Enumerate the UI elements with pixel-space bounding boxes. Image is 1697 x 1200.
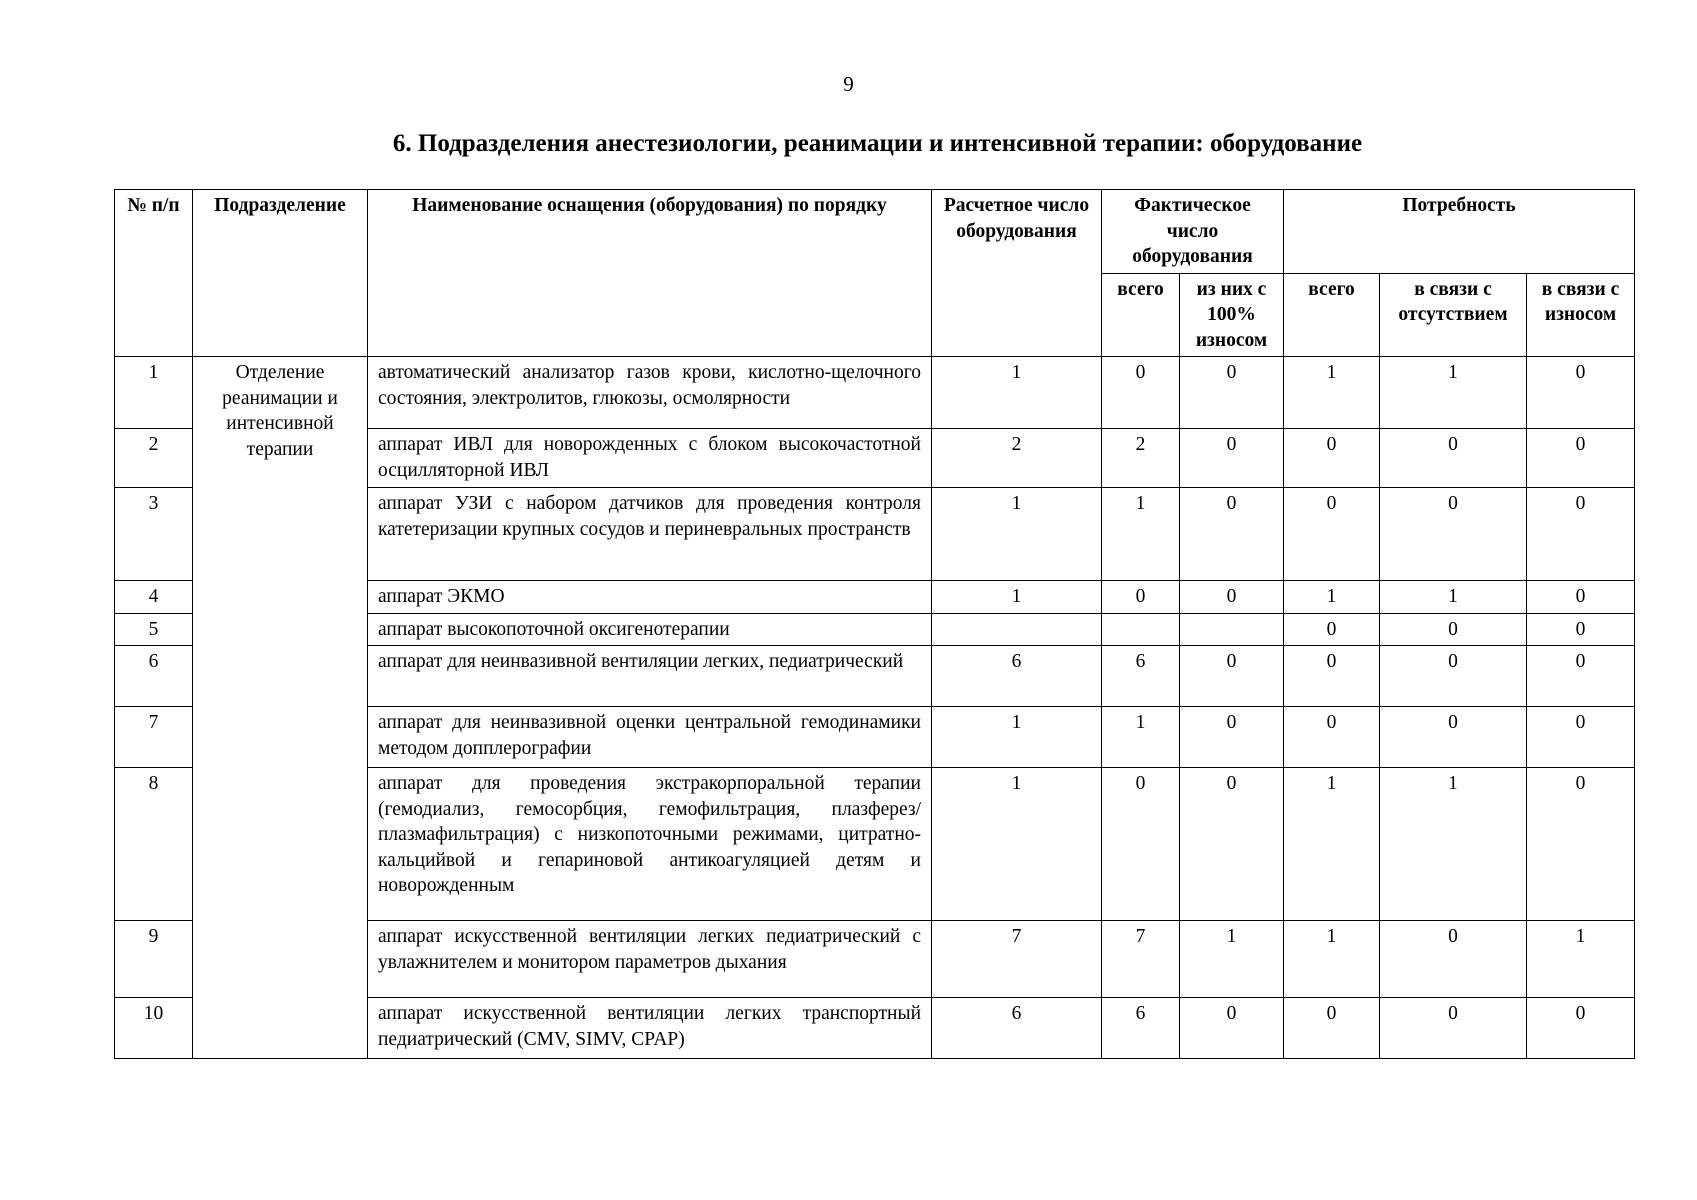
need-worn: 1 bbox=[1527, 921, 1635, 998]
equipment-name: аппарат УЗИ с набором датчиков для проведения контроля катетеризации крупных сосудов и периневральных пространств bbox=[368, 488, 932, 581]
actual-total: 1 bbox=[1102, 707, 1180, 768]
equipment-name: аппарат искусственной вентиляции легких педиатрический с увлажнителем и монитором параметров дыхания bbox=[368, 921, 932, 998]
need-absent: 0 bbox=[1380, 613, 1527, 646]
equipment-table bbox=[114, 189, 1635, 1059]
equipment-name: аппарат для неинвазивной оценки центральной гемодинамики методом допплерографии bbox=[368, 707, 932, 768]
page-title: 6. Подразделения анестезиологии, реанимации и интенсивной терапии: оборудование bbox=[392, 130, 1363, 157]
actual-worn: 0 bbox=[1180, 581, 1284, 614]
need-worn: 0 bbox=[1527, 707, 1635, 768]
actual-worn: 0 bbox=[1180, 429, 1284, 488]
need-absent: 0 bbox=[1380, 646, 1527, 707]
equipment-name: аппарат для проведения экстракорпоральной терапии (гемодиализ, гемосорбция, гемофильтрация, плазферез/плазмафильтрация) с низкопоточными режимами, цитратно-кальцийвой и гепариновой антикоагуляцией детям и новорожденным bbox=[368, 768, 932, 921]
actual-worn: 0 bbox=[1180, 357, 1284, 429]
equipment-name: аппарат ИВЛ для новорожденных с блоком высокочастотной осцилляторной ИВЛ bbox=[368, 429, 932, 488]
page-number: 9 bbox=[843, 72, 854, 96]
header-need-absent: в связи с отсутствием bbox=[1380, 273, 1527, 357]
table-row bbox=[115, 357, 1635, 429]
actual-worn: 0 bbox=[1180, 998, 1284, 1059]
actual-worn: 0 bbox=[1180, 707, 1284, 768]
need-total: 0 bbox=[1284, 707, 1380, 768]
actual-total: 0 bbox=[1102, 357, 1180, 429]
actual-total: 6 bbox=[1102, 646, 1180, 707]
need-absent: 0 bbox=[1380, 921, 1527, 998]
actual-total: 7 bbox=[1102, 921, 1180, 998]
calculated-count: 7 bbox=[932, 921, 1102, 998]
actual-worn: 1 bbox=[1180, 921, 1284, 998]
row-number: 4 bbox=[115, 581, 193, 614]
equipment-name: автоматический анализатор газов крови, кислотно-щелочного состояния, электролитов, глюкозы, осмолярности bbox=[368, 357, 932, 429]
calculated-count: 1 bbox=[932, 768, 1102, 921]
row-number: 1 bbox=[115, 357, 193, 429]
need-absent: 0 bbox=[1380, 707, 1527, 768]
need-total: 0 bbox=[1284, 998, 1380, 1059]
header-department: Подразделение bbox=[193, 190, 368, 357]
equipment-name: аппарат высокопоточной оксигенотерапии bbox=[368, 613, 932, 646]
calculated-count: 1 bbox=[932, 707, 1102, 768]
need-worn: 0 bbox=[1527, 581, 1635, 614]
actual-total: 2 bbox=[1102, 429, 1180, 488]
actual-worn bbox=[1180, 613, 1284, 646]
header-actual-worn: из них с 100% износом bbox=[1180, 273, 1284, 357]
calculated-count: 2 bbox=[932, 429, 1102, 488]
need-worn: 0 bbox=[1527, 768, 1635, 921]
need-total: 1 bbox=[1284, 921, 1380, 998]
row-number: 8 bbox=[115, 768, 193, 921]
calculated-count: 1 bbox=[932, 581, 1102, 614]
need-worn: 0 bbox=[1527, 646, 1635, 707]
header-need: Потребность bbox=[1284, 190, 1635, 274]
need-worn: 0 bbox=[1527, 613, 1635, 646]
need-absent: 1 bbox=[1380, 357, 1527, 429]
need-total: 0 bbox=[1284, 613, 1380, 646]
need-absent: 1 bbox=[1380, 768, 1527, 921]
header-calculated-count: Расчетное число оборудования bbox=[932, 190, 1102, 357]
actual-total bbox=[1102, 613, 1180, 646]
actual-total: 0 bbox=[1102, 768, 1180, 921]
row-number: 9 bbox=[115, 921, 193, 998]
need-total: 0 bbox=[1284, 646, 1380, 707]
header-equipment-name: Наименование оснащения (оборудования) по порядку bbox=[368, 190, 932, 357]
need-absent: 0 bbox=[1380, 488, 1527, 581]
row-number: 3 bbox=[115, 488, 193, 581]
header-actual-count: Фактическое число оборудования bbox=[1102, 190, 1284, 274]
need-worn: 0 bbox=[1527, 488, 1635, 581]
actual-total: 0 bbox=[1102, 581, 1180, 614]
need-total: 0 bbox=[1284, 488, 1380, 581]
calculated-count bbox=[932, 613, 1102, 646]
row-number: 7 bbox=[115, 707, 193, 768]
need-total: 1 bbox=[1284, 581, 1380, 614]
actual-total: 6 bbox=[1102, 998, 1180, 1059]
header-number: № п/п bbox=[115, 190, 193, 357]
actual-worn: 0 bbox=[1180, 768, 1284, 921]
actual-total: 1 bbox=[1102, 488, 1180, 581]
equipment-name: аппарат искусственной вентиляции легких транспортный педиатрический (CMV, SIMV, CPAP) bbox=[368, 998, 932, 1059]
need-worn: 0 bbox=[1527, 357, 1635, 429]
row-number: 5 bbox=[115, 613, 193, 646]
row-number: 10 bbox=[115, 998, 193, 1059]
header-need-worn: в связи с износом bbox=[1527, 273, 1635, 357]
table-header-row bbox=[115, 190, 1635, 274]
need-worn: 0 bbox=[1527, 429, 1635, 488]
department-cell: Отделение реанимации и интенсивной терапии bbox=[193, 357, 368, 1059]
need-total: 1 bbox=[1284, 357, 1380, 429]
actual-worn: 0 bbox=[1180, 488, 1284, 581]
row-number: 2 bbox=[115, 429, 193, 488]
header-actual-total: всего bbox=[1102, 273, 1180, 357]
actual-worn: 0 bbox=[1180, 646, 1284, 707]
need-worn: 0 bbox=[1527, 998, 1635, 1059]
need-absent: 1 bbox=[1380, 581, 1527, 614]
equipment-name: аппарат для неинвазивной вентиляции легких, педиатрический bbox=[368, 646, 932, 707]
need-absent: 0 bbox=[1380, 429, 1527, 488]
calculated-count: 6 bbox=[932, 646, 1102, 707]
need-absent: 0 bbox=[1380, 998, 1527, 1059]
calculated-count: 1 bbox=[932, 357, 1102, 429]
calculated-count: 1 bbox=[932, 488, 1102, 581]
equipment-name: аппарат ЭКМО bbox=[368, 581, 932, 614]
row-number: 6 bbox=[115, 646, 193, 707]
calculated-count: 6 bbox=[932, 998, 1102, 1059]
need-total: 0 bbox=[1284, 429, 1380, 488]
header-need-total: всего bbox=[1284, 273, 1380, 357]
need-total: 1 bbox=[1284, 768, 1380, 921]
